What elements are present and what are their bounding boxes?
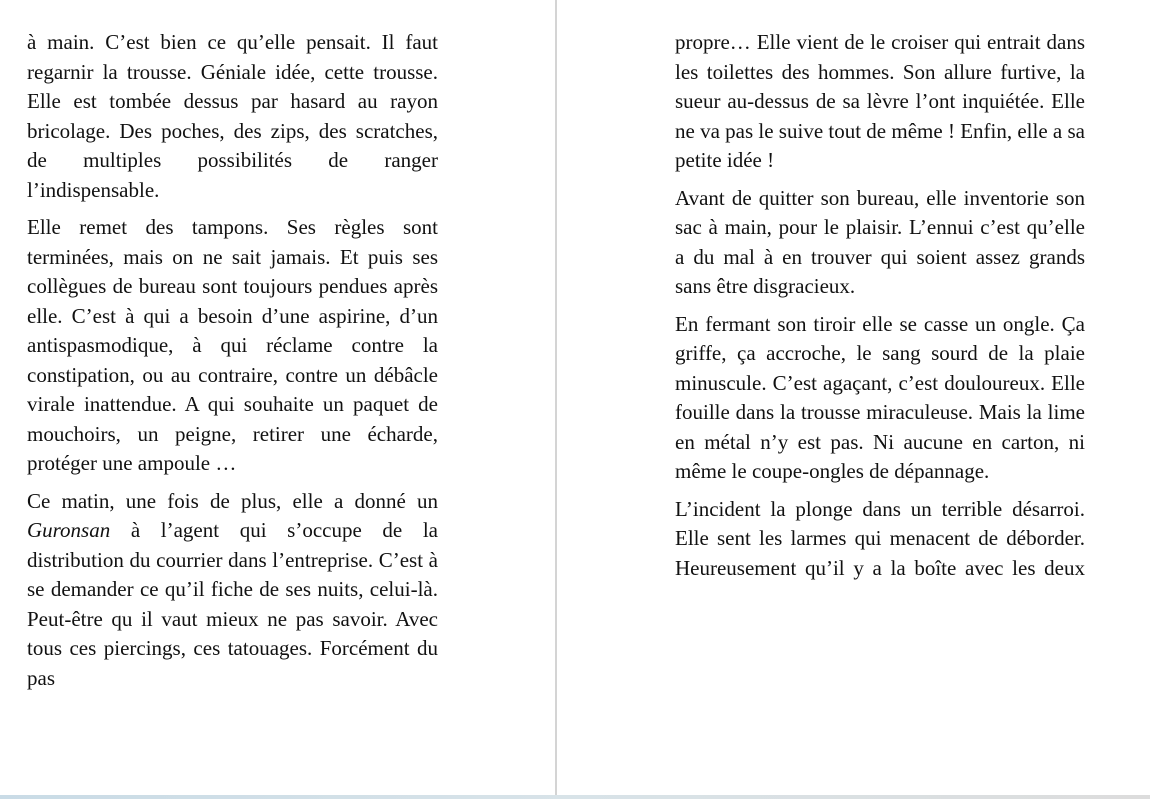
right-paragraph-4: L’incident la plonge dans un terrible désarroi. Elle sent les larmes qui menacent de déborder. Heureusement qu’il y a la boîte avec les deux	[675, 496, 1085, 580]
right-page	[557, 0, 1150, 795]
left-text-column	[27, 28, 438, 701]
viewer-bottom-edge	[0, 795, 1150, 799]
left-paragraph-1: à main. C’est bien ce qu’elle pensait. Il faut regarnir la trousse. Géniale idée, cette trousse. Elle est tombée dessus par hasard au rayon bricolage. Des poches, des zips, des scratches, de multiples possibilités de ranger l’indispensable.	[27, 30, 438, 202]
right-paragraph-2: Avant de quitter son bureau, elle inventorie son sac à main, pour le plaisir. L’ennui c’est qu’elle a du mal à en trouver qui soient assez grands sans être disgracieux.	[675, 185, 1085, 298]
left-page	[0, 0, 555, 795]
right-text-column	[675, 28, 1085, 591]
left-paragraph-3	[27, 487, 438, 694]
left-paragraph-3-start: Ce matin, une fois de plus, elle a donné un	[27, 488, 438, 513]
brand-name-italic: Guronsan	[27, 518, 111, 542]
left-paragraph-3-end: à l’agent qui s’occupe de la distribution du courrier dans l’entreprise. C’est à se demander ce qu’il fiche de ses nuits, celui-là. Peut-être qu il vaut mieux ne pas savoir. Avec tous ces piercings, ces tatouages. Forcément du pas	[27, 518, 438, 690]
left-paragraph-2: Elle remet des tampons. Ses règles sont terminées, mais on ne sait jamais. Et puis ses collègues de bureau sont toujours pendues après elle. C’est à qui a besoin d’une aspirine, d’un antispasmodique, à qui réclame contre la constipation, ou au contraire, contre un débâcle virale inattendue. A qui souhaite un paquet de mouchoirs, un peigne, retirer une écharde, protéger une ampoule …	[27, 215, 438, 475]
right-paragraph-1: propre… Elle vient de le croiser qui entrait dans les toilettes des hommes. Son allure furtive, la sueur au-dessus de sa lèvre l’ont inquiétée. Elle ne va pas le suive tout de même ! Enfin, elle a sa petite idée !	[675, 30, 1085, 172]
right-paragraph-3: En fermant son tiroir elle se casse un ongle. Ça griffe, ça accroche, le sang sourd de la plaie minuscule. C’est agaçant, c’est douloureux. Elle fouille dans la trousse miraculeuse. Mais la lime en métal n’y est pas. Ni aucune en carton, ni même le coupe-ongles de dépannage.	[675, 311, 1085, 483]
